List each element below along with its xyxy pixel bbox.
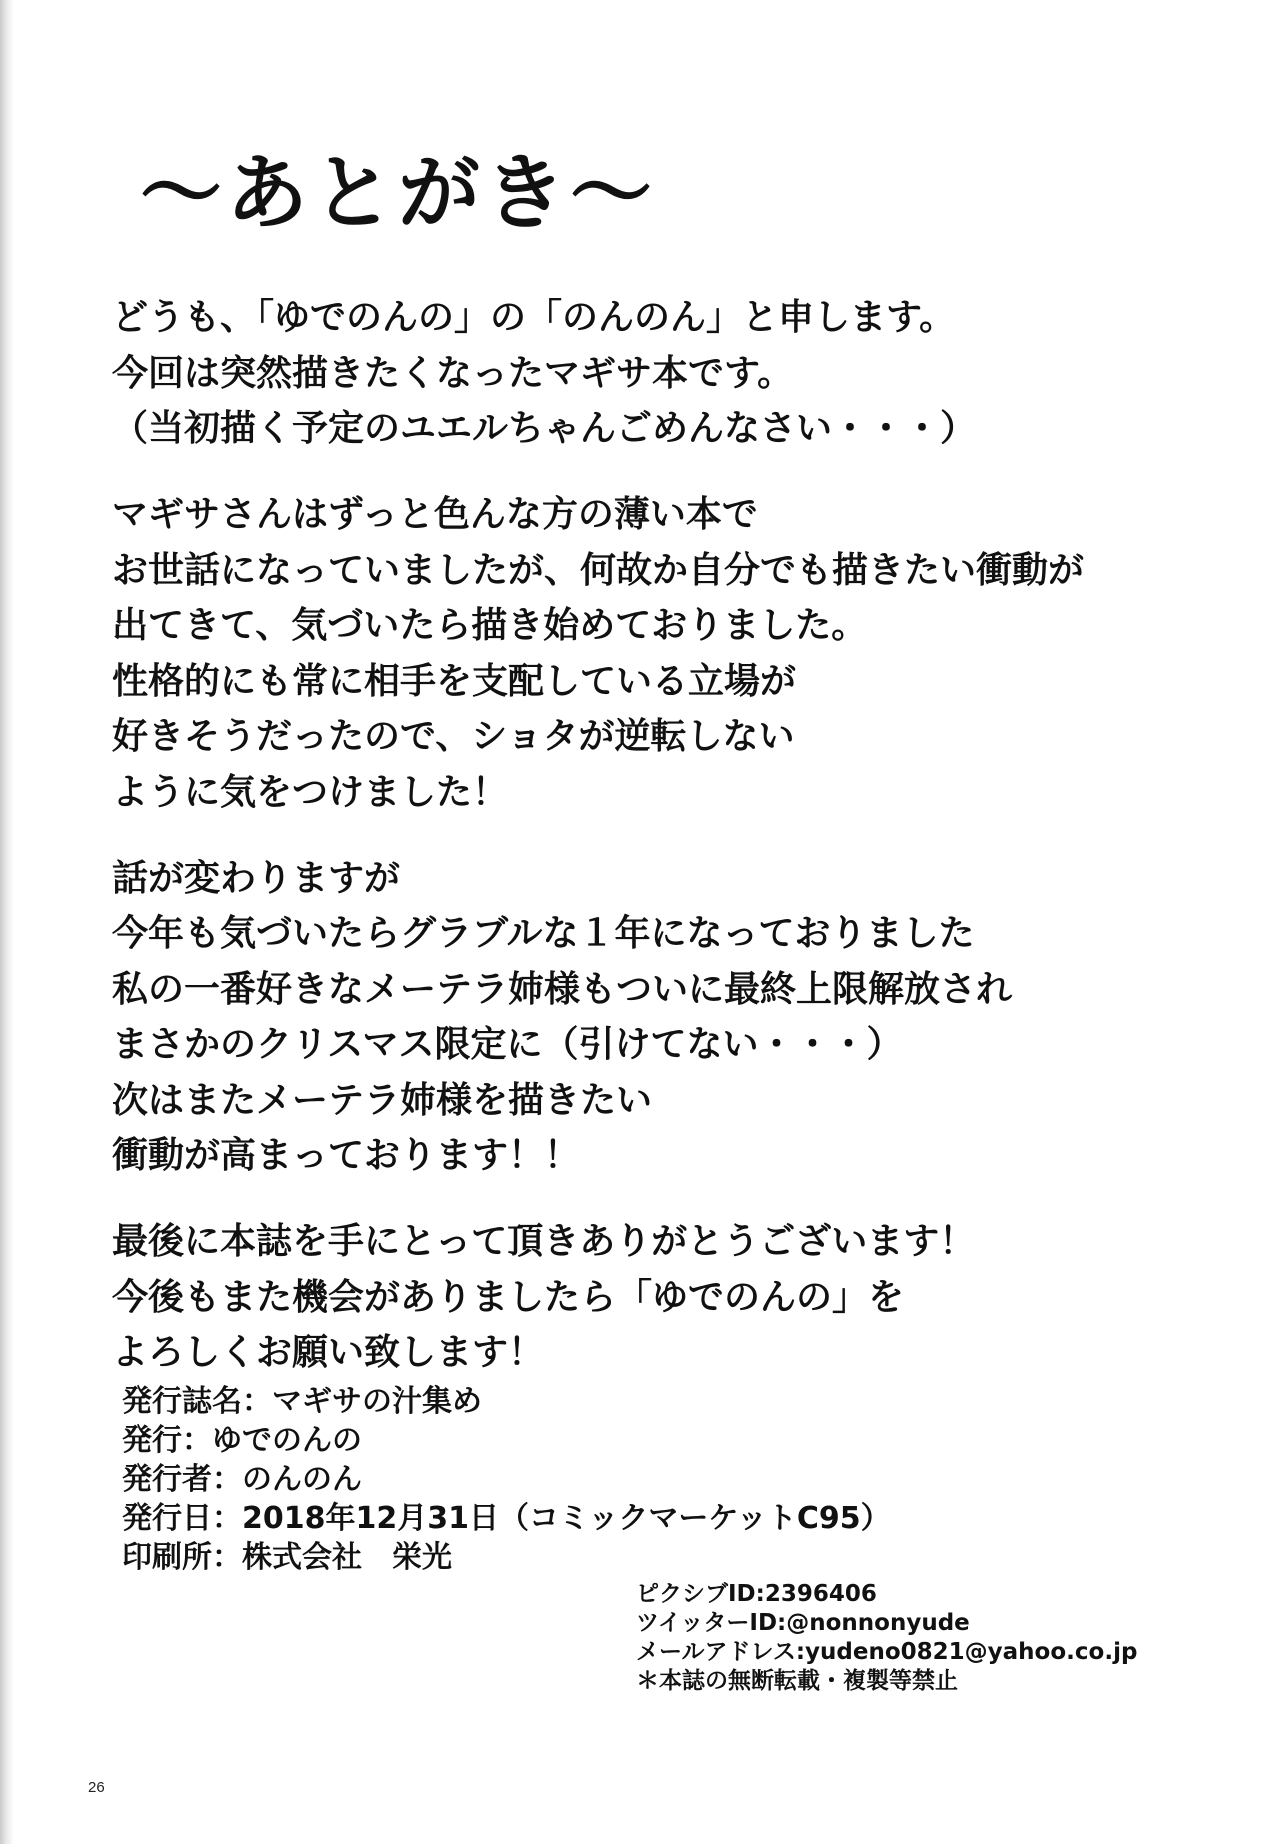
twitter-id: ツイッターID:@nonnonyude <box>636 1610 970 1636</box>
pixiv-id: ピクシブID:2396406 <box>636 1581 877 1607</box>
text-line: 今回は突然描きたくなったマギサ本です。 <box>112 352 794 394</box>
page-number: 26 <box>88 1779 105 1796</box>
text-line: 次はまたメーテラ姉様を描きたい <box>112 1079 653 1121</box>
colophon-date: 発行日：2018年12月31日（コミックマーケットC95） <box>122 1501 891 1536</box>
text-line: 今後もまた機会がありましたら「ゆでのんの」を <box>112 1276 905 1318</box>
paragraph-granblue <box>112 857 1232 1176</box>
text-line: 今年も気づいたらグラブルな１年になっておりました <box>112 913 975 954</box>
page-edge-shadow <box>0 0 14 1844</box>
colophon-publisher: 発行者：のんのん <box>122 1462 362 1497</box>
contact-info <box>636 1583 1137 1699</box>
text-line: 最後に本誌を手にとって頂きありがとうございます！ <box>112 1221 976 1262</box>
colophon-circle: 発行：ゆでのんの <box>122 1423 362 1458</box>
text-line: ように気をつけました！ <box>112 771 509 813</box>
text-line: マギサさんはずっと色んな方の薄い本で <box>112 494 758 535</box>
colophon-title: 発行誌名：マギサの汁集め <box>122 1384 482 1419</box>
text-line: 衝動が高まっております！！ <box>112 1135 581 1176</box>
text-line: 出てきて、気づいたら描き始めておりました。 <box>112 605 868 646</box>
copyright-notice: ＊本誌の無断転載・複製等禁止 <box>636 1668 958 1694</box>
text-line: よろしくお願い致します！ <box>112 1332 545 1373</box>
text-line: （当初描く予定のユエルちゃんごめんなさい・・・） <box>112 408 977 449</box>
text-line: お世話になっていましたが、何故か自分でも描きたい衝動が <box>112 549 1085 591</box>
text-line: 話が変わりますが <box>112 857 401 899</box>
text-line: 性格的にも常に相手を支配している立場が <box>112 660 797 702</box>
text-line: 好きそうだったので、ショタが逆転しない <box>112 716 795 757</box>
text-line: まさかのクリスマス限定に（引けてない・・・） <box>112 1024 903 1065</box>
text-line: どうも、「ゆでのんの」の「のんのん」と申します。 <box>112 297 956 338</box>
email-address: メールアドレス:yudeno0821@yahoo.co.jp <box>636 1639 1138 1665</box>
paragraph-about-magisa <box>112 494 1232 813</box>
afterword-body <box>112 297 1232 1421</box>
colophon-printer: 印刷所：株式会社 栄光 <box>122 1540 452 1575</box>
paragraph-greeting <box>112 297 1232 449</box>
paragraph-thanks <box>112 1221 1232 1373</box>
text-line: 私の一番好きなメーテラ姉様もついに最終上限解放され <box>112 968 1013 1010</box>
page-title: ～あとがき～ <box>140 145 657 241</box>
colophon <box>122 1384 891 1582</box>
